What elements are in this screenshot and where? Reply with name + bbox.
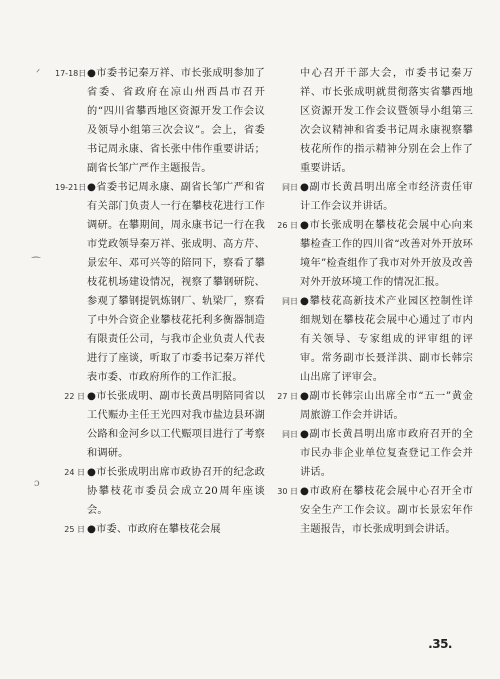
entry-text: ●副市长韩宗山出席全市“五一”黄金周旅游工作会并讲话。 <box>300 391 473 421</box>
chronicle-entry <box>268 216 473 292</box>
entry-date: 30 日 <box>277 487 298 496</box>
entry-date: 27 日 <box>277 392 298 401</box>
entry-text: ●副市长黄昌明出席全市经济责任审计工作会议并讲话。 <box>300 182 473 212</box>
entry-date: 同日 <box>282 297 298 306</box>
entry-text: ●市长张成明出席市政协召开的纪念政协攀枝花市委员会成立20周年座谈会。 <box>87 467 265 516</box>
entry-date: 26 日 <box>277 221 298 230</box>
entry-date: 同日 <box>282 430 298 439</box>
entry-date: 19-21日 <box>55 183 87 192</box>
entry-date: 同日 <box>282 183 298 192</box>
entry-text: ●市长张成明在攀枝花会展中心向来攀检查工作的四川省“改善对外开放环境年”检查组作了我市对外开放及改善对外开放环境工作的情况汇报。 <box>300 220 473 288</box>
entry-date: 22 日 <box>64 392 85 401</box>
entry-text: ●市委、市政府在攀枝花会展 <box>87 524 221 535</box>
right-column <box>268 64 473 539</box>
chronicle-entry-continued <box>268 64 473 178</box>
chronicle-entry <box>268 292 473 387</box>
chronicle-entry <box>268 482 473 539</box>
chronicle-entry <box>55 463 265 520</box>
entry-text: ●市长张成明、副市长黄昌明陪同省以工代赈办主任王光四对我市盐边县环湖公路和金河乡以工代赈项目进行了考察和调研。 <box>87 391 265 459</box>
entry-text: ●攀枝花高新技术产业园区控制性详细规划在攀枝花会展中心通过了市内有关领导、专家组成的评审组的评审。常务副市长聂洋洪、副市长韩宗山出席了评审会。 <box>300 296 473 383</box>
chronicle-entry <box>268 425 473 482</box>
chronicle-entry <box>55 520 265 539</box>
entry-date: 25 日 <box>64 525 85 534</box>
left-column <box>55 64 265 539</box>
entry-text: ●市委书记秦万祥、市长张成明参加了省委、省政府在凉山州西昌市召开的“四川省攀西地区资源开发工作会议及领导小组第三次会议”。会上，省委书记周永康、省长张中伟作重要讲话；副省长邹广严作主题报告。 <box>87 68 265 174</box>
entry-date: 24 日 <box>64 468 85 477</box>
pen-mark: ⁀ <box>32 258 41 269</box>
chronicle-entry <box>55 64 265 178</box>
chronicle-entry <box>268 387 473 425</box>
entry-text: ●省委书记周永康、副省长邹广严和省有关部门负责人一行在攀枝花进行工作调研。在攀期间，周永康书记一行在我市党政领导秦万祥、张成明、高方芹、景宏年、邓可兴等的陪同下，察看了攀枝花机场建设情况，视察了攀钢研院、参观了攀钢提钒炼钢厂、轨梁厂，察看了中外合资企业攀枝花托利多衡器制造有限责任公司，与我市企业负责人代表进行了座谈，听取了市委书记秦万祥代表市委、市政府所作的工作汇报。 <box>87 182 265 383</box>
entry-date: 17-18日 <box>55 69 87 78</box>
chronicle-entry <box>55 178 265 387</box>
pen-mark: ᐟ <box>36 68 41 79</box>
entry-text: ●副市长黄昌明出席市政府召开的全市民办非企业单位复查登记工作会并讲话。 <box>300 429 473 478</box>
entry-text: ●市政府在攀枝花会展中心召开全市安全生产工作会议。副市长景宏年作主题报告，市长张成明到会讲话。 <box>300 486 473 535</box>
pen-mark: ɔ <box>34 478 40 489</box>
page-number: .35. <box>428 637 452 651</box>
chronicle-entry <box>55 387 265 463</box>
entry-text: 中心召开干部大会，市委书记秦万祥、市长张成明就贯彻落实省攀西地区资源开发工作会议暨领导小组第三次会议精神和省委书记周永康视察攀枝花所作的指示精神分别在会上作了重要讲话。 <box>300 68 473 174</box>
chronicle-entry <box>268 178 473 216</box>
